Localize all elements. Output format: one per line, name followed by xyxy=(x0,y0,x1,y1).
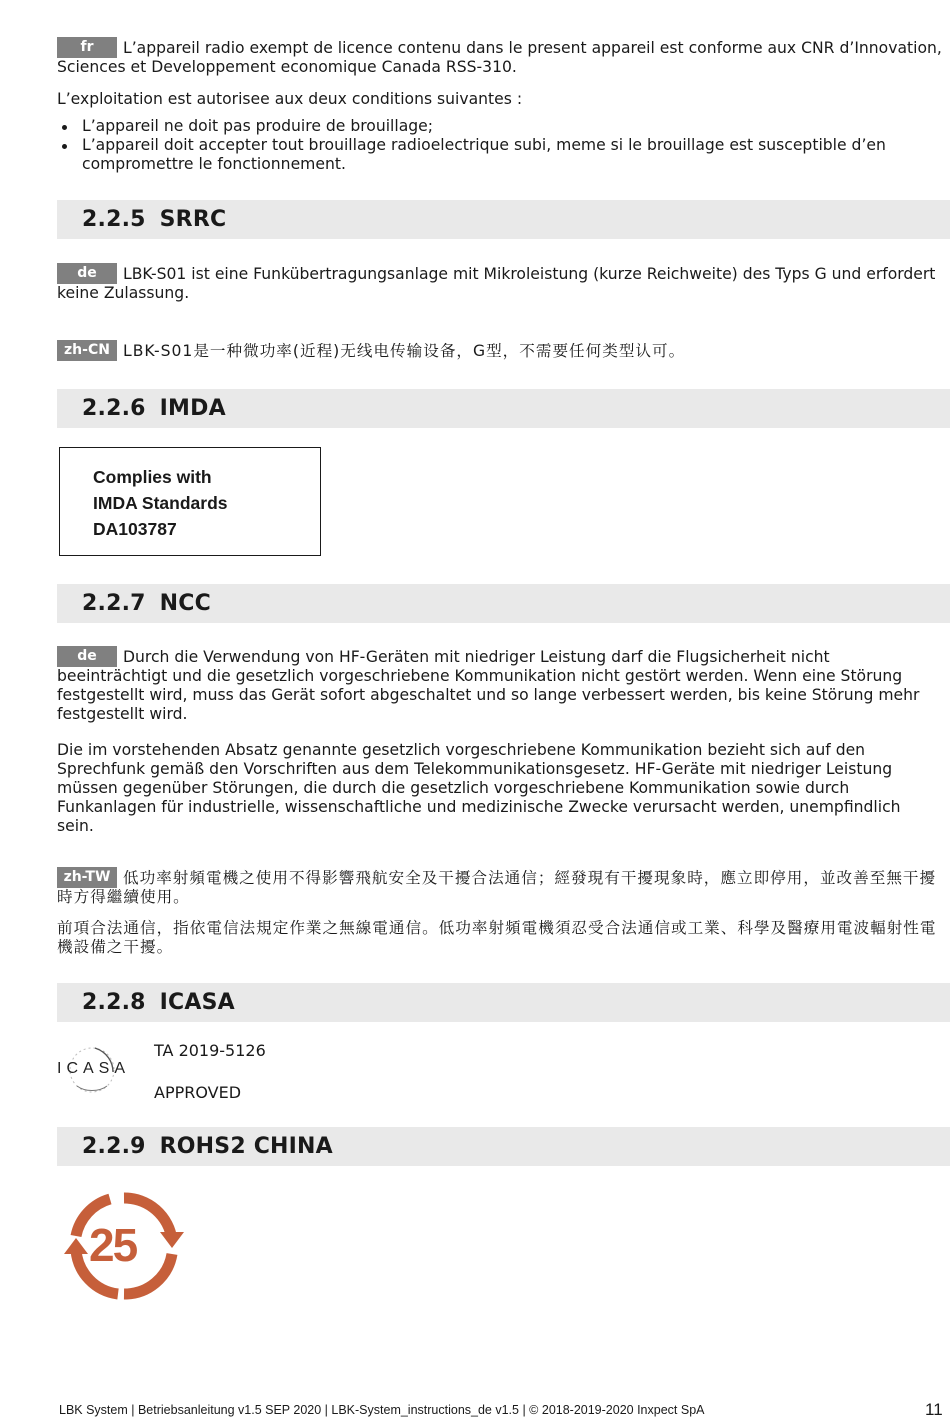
ncc-de-paragraph xyxy=(57,646,942,724)
srrc-de-paragraph xyxy=(57,263,942,303)
ncc-de-text: Durch die Verwendung von HF-Geräten mit niedriger Leistung darf die Flugsicherheit nicht beeinträchtigt und die gesetzlich vorgeschriebene Kommunikation nicht gestört werden. Wenn eine Störung festgestellt wird, muss das Gerät sofort abgeschaltet und so lange verbessert werden, bis keine Störung mehr festgestellt wird. xyxy=(57,648,920,723)
page-number: 11 xyxy=(925,1400,943,1419)
section-number: 2.2.7 xyxy=(82,591,146,616)
section-header-ncc xyxy=(57,584,950,623)
srrc-zh-paragraph xyxy=(57,340,942,361)
section-number: 2.2.5 xyxy=(82,207,146,232)
section-header-rohs xyxy=(57,1127,950,1166)
rohs-logo-number: 25 xyxy=(89,1219,137,1271)
imda-label-line: IMDA Standards xyxy=(93,493,228,513)
imda-compliance-label xyxy=(59,447,321,556)
ncc-zh-paragraph-2: 前項合法通信，指依電信法規定作業之無線電通信。低功率射頻電機須忍受合法通信或工業、科學及醫療用電波輻射性電機設備之干擾。 xyxy=(57,919,937,956)
ncc-zh-paragraph xyxy=(57,867,942,907)
page-footer: LBK System | Betriebsanleitung v1.5 SEP 2020 | LBK-System_instructions_de v1.5 | © 2018-2019-2020 Inxpect SpA xyxy=(59,1403,705,1417)
fr-conditions-intro: L’exploitation est autorisee aux deux conditions suivantes : xyxy=(57,90,523,108)
language-tag-zh-tw: zh-TW xyxy=(57,867,117,888)
section-title: ROHS2 CHINA xyxy=(159,1134,333,1159)
icasa-approval-status: APPROVED xyxy=(154,1083,242,1102)
language-tag-zh-cn: zh-CN xyxy=(57,340,117,361)
section-number: 2.2.6 xyxy=(82,396,146,421)
section-header-icasa xyxy=(57,983,950,1022)
icasa-approval-number: TA 2019-5126 xyxy=(154,1041,266,1060)
language-tag-de: de xyxy=(57,263,117,284)
section-header-srrc xyxy=(57,200,950,239)
fr-paragraph xyxy=(57,37,942,77)
section-header-imda xyxy=(57,389,950,428)
section-number: 2.2.8 xyxy=(82,990,146,1015)
imda-label-line: DA103787 xyxy=(93,519,177,539)
imda-label-line: Complies with xyxy=(93,467,212,487)
rohs-epup-logo xyxy=(60,1190,188,1302)
srrc-zh-text: LBK-S01是一种微功率(近程)无线电传输设备，G型，不需要任何类型认可。 xyxy=(123,342,686,360)
icasa-logo-text: ICASA xyxy=(57,1060,131,1077)
list-item: L’appareil doit accepter tout brouillage radioelectrique subi, meme si le brouillage est susceptible d’en compromettre le fonctionnement. xyxy=(57,136,942,174)
section-title: SRRC xyxy=(159,207,227,232)
section-title: IMDA xyxy=(159,396,226,421)
ncc-zh-text: 低功率射頻電機之使用不得影響飛航安全及干擾合法通信；經發現有干擾現象時，應立即停用，並改善至無干擾時方得繼續使用。 xyxy=(57,869,937,906)
ncc-de-paragraph-2: Die im vorstehenden Absatz genannte gesetzlich vorgeschriebene Kommunikation bezieht sich auf den Sprechfunk gemäß den Vorschriften aus dem Telekommunikationsgesetz. HF-Geräte mit niedriger Leistung müssen gegenüber Störungen, die durch die gesetzlich vorgeschriebene Kommunikation sowie durch Funkanlagen für industrielle, wissenschaftliche und medizinische Zwecke verursacht werden, unempfindlich sein. xyxy=(57,741,901,835)
section-number: 2.2.9 xyxy=(82,1134,146,1159)
language-tag-fr: fr xyxy=(57,37,117,58)
fr-conditions-list xyxy=(57,117,942,174)
section-title: ICASA xyxy=(159,990,235,1015)
icasa-logo xyxy=(55,1040,130,1100)
language-tag-de: de xyxy=(57,646,117,667)
section-title: NCC xyxy=(159,591,211,616)
list-item: L’appareil ne doit pas produire de brouillage; xyxy=(57,117,942,136)
srrc-de-text: LBK-S01 ist eine Funkübertragungsanlage mit Mikroleistung (kurze Reichweite) des Typs G und erfordert keine Zulassung. xyxy=(57,265,936,302)
fr-paragraph-text: L’appareil radio exempt de licence contenu dans le present appareil est conforme aux CNR d’Innovation, Sciences et Developpement economique Canada RSS-310. xyxy=(57,39,942,76)
